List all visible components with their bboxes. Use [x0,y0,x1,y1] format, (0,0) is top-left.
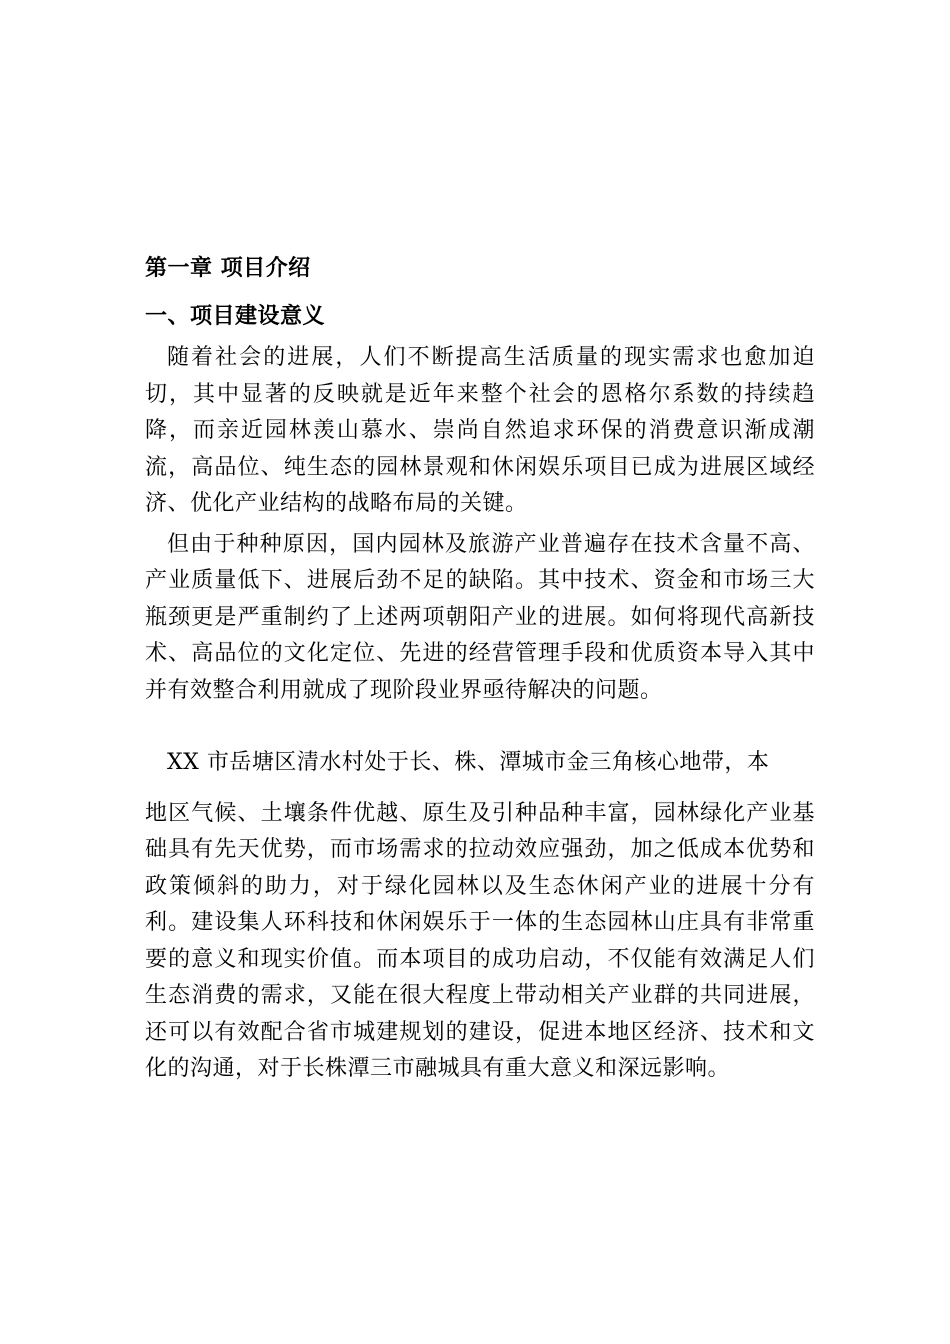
section-title: 一、项目建设意义 [145,304,326,329]
paragraph-2: 但由于种种原因，国内园林及旅游产业普遍存在技术含量不高、产业质量低下、进展后劲不足的缺陷。其中技术、资金和市场三大瓶颈更是严重制约了上述两项朝阳产业的进展。如何将现代高新技术、高品位的文化定位、先进的经营管理手段和优质资本导入其中并有效整合利用就成了现阶段业界亟待解决的问题。 [145,531,815,703]
chapter-title: 第一章 项目介绍 [145,256,311,281]
paragraph-3: XX 市岳塘区清水村处于长、株、潭城市金三角核心地带，本 [167,750,770,775]
paragraph-4: 地区气候、土壤条件优越、原生及引种品种丰富，园林绿化产业基础具有先天优势，而市场需求的拉动效应强劲，加之低成本优势和政策倾斜的助力，对于绿化园林以及生态休闲产业的进展十分有利。建设集人环科技和休闲娱乐于一体的生态园林山庄具有非常重要的意义和现实价值。而本项目的成功启动，不仅能有效满足人们生态消费的需求，又能在很大程度上带动相关产业群的共同进展，还可以有效配合省市城建规划的建设，促进本地区经济、技术和文化的沟通，对于长株潭三市融城具有重大意义和深远影响。 [145,800,815,1081]
document-body [145,252,815,1088]
paragraph-1: 随着社会的进展，人们不断提高生活质量的现实需求也愈加迫切，其中显著的反映就是近年来整个社会的恩格尔系数的持续趋降，而亲近园林羡山慕水、崇尚自然追求环保的消费意识渐成潮流，高品位、纯生态的园林景观和休闲娱乐项目已成为进展区域经济、优化产业结构的战略布局的关键。 [145,345,815,516]
